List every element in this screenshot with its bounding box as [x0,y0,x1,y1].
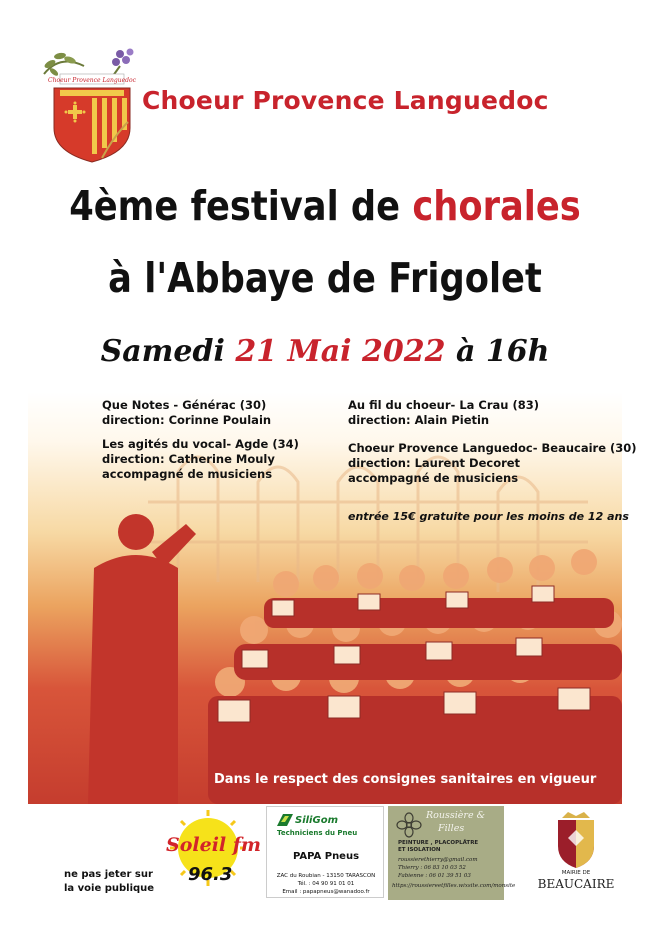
headline-line-1 [46,182,605,230]
chorale-director: direction: Catherine Mouly [102,452,275,466]
roussiere-website: https://roussiereetfilles.wixsite.com/monsite [392,883,516,889]
headline-highlight: chorales [412,182,581,230]
chorale-name: Choeur Provence Languedoc- Beaucaire (30) [348,441,637,455]
chorale-director: direction: Laurent Decoret [348,456,521,470]
crest-icon [40,40,144,164]
org-title: Choeur Provence Languedoc [142,86,549,115]
chorale-name: Les agités du vocal- Agde (34) [102,437,299,451]
roussiere-phone-fabienne: Fabienne : 06 01 39 51 03 [398,873,471,879]
papa-pneus-name: PAPA Pneus [292,851,360,862]
roussiere-email: roussierethierry@gmail.com [398,857,478,863]
beaucaire-logo [534,808,618,900]
soleil-name: Soleil fm [166,834,262,856]
soleil-fm-logo [160,808,262,900]
beaucaire-crest-icon [534,808,618,870]
flower-icon [396,812,422,838]
siligom-card [266,806,384,898]
headline-text: 4ème festival de [69,182,413,230]
sanitary-notice: Dans le respect des consignes sanitaires en vigueur [214,772,597,787]
roussiere-name-line-1: Roussière & [426,810,486,821]
roussiere-name-line-2: Filles [438,823,465,834]
chorale-name: Que Notes - Générac (30) [102,398,267,412]
chorale-que-notes [102,398,271,428]
chorale-agites-du-vocal [102,437,299,482]
mairie-label: MAIRIE DE [561,870,591,876]
date-day: Samedi [100,334,236,369]
roussiere-card [388,806,516,900]
siligom-brand [273,812,377,828]
date-time: à 16h [445,334,550,369]
siligom-phone: Tél. : 04 90 91 01 01 [297,881,355,887]
beaucaire-label: BEAUCAIRE [537,877,615,891]
soleil-frequency: 96.3 [188,864,233,885]
chorale-director: direction: Alain Pietin [348,413,490,427]
tire-icon [275,812,295,828]
chorale-note: accompagné de musiciens [102,467,273,481]
chorale-director: direction: Corinne Poulain [102,413,272,427]
disposal-note-line: la voie publique [64,883,155,894]
chorale-note: accompagné de musiciens [348,471,519,485]
siligom-tagline: Techniciens du Pneu [277,829,358,837]
event-date [0,334,650,369]
crest-logo [40,40,144,164]
headline-line-2: à l'Abbaye de Frigolet [108,254,542,302]
date-highlight: 21 Mai 2022 [235,334,446,369]
disposal-note [64,868,154,896]
roussiere-desc-line-2: ET ISOLATION [398,847,441,853]
chorale-name: Au fil du choeur- La Crau (83) [348,398,539,412]
svg-text:Choeur Provence Languedoc: Choeur Provence Languedoc [48,77,136,84]
chorale-provence-languedoc [348,441,637,486]
entry-price: entrée 15€ gratuite pour les moins de 12 ans [348,510,629,523]
roussiere-desc-line-1: PEINTURE , PLACOPLÂTRE [398,840,479,846]
siligom-name: SiliGom [295,815,338,826]
chorale-au-fil-du-choeur [348,398,539,428]
disposal-note-line: ne pas jeter sur [64,869,153,880]
siligom-address: ZAC du Roubian - 13150 TARASCON [276,873,376,879]
roussiere-phone-thierry: Thierry : 06 83 10 03 52 [398,865,466,871]
siligom-email: Email : papapneus@wanadoo.fr [282,889,370,895]
